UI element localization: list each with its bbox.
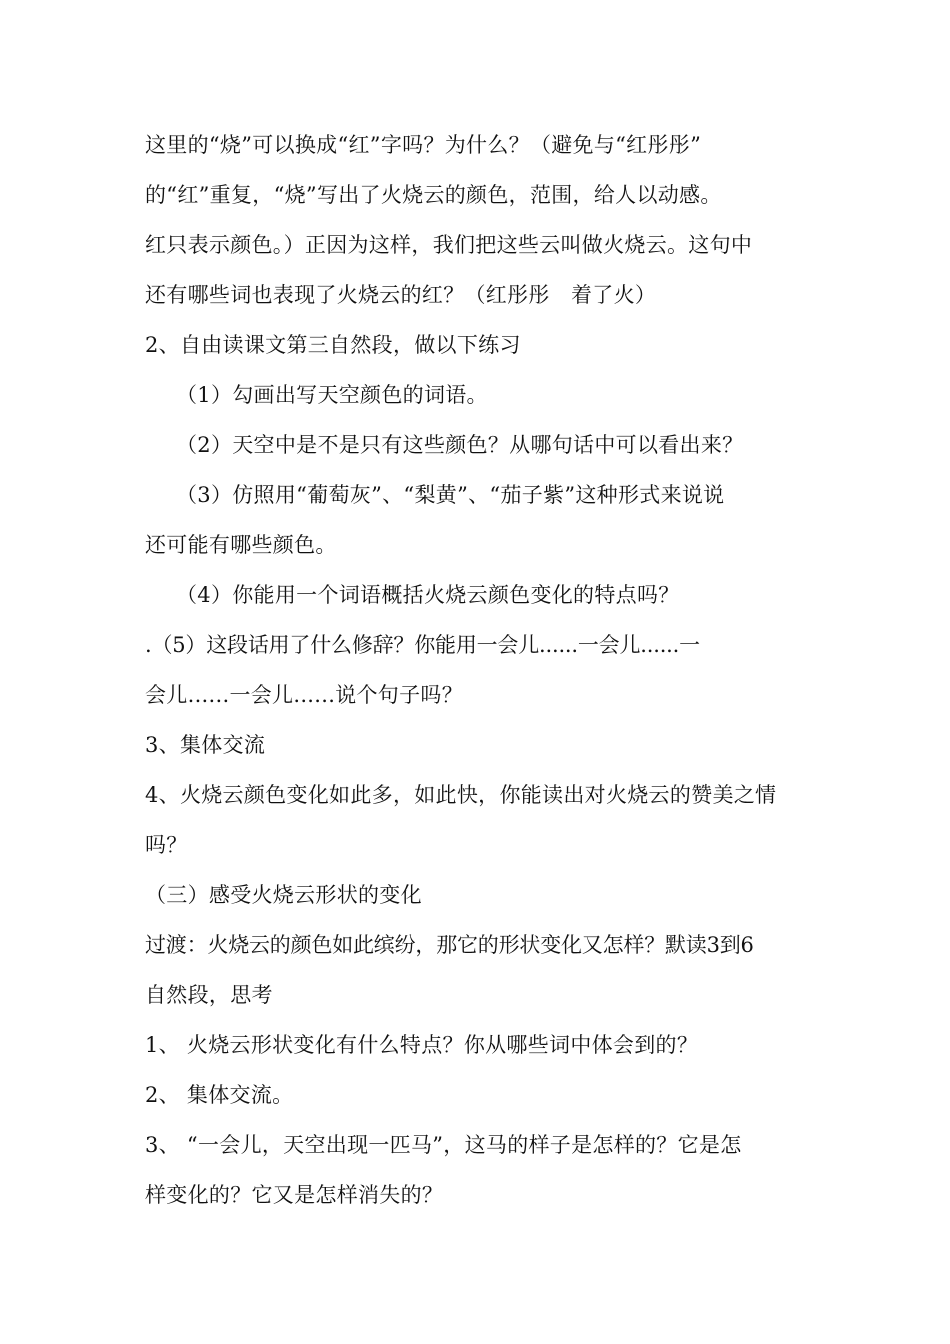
section-heading: （三）感受火烧云形状的变化 — [145, 883, 422, 907]
list-item: 3、 “一会儿，天空出现一匹马”，这马的样子是怎样的？它是怎 — [145, 1133, 742, 1157]
list-item-heading: 2、自由读课文第三自然段，做以下练习 — [145, 333, 521, 357]
exercise-item: （2）天空中是不是只有这些颜色？从哪句话中可以看出来？ — [176, 433, 744, 457]
list-item-heading: 4、火烧云颜色变化如此多，如此快，你能读出对火烧云的赞美之情 — [145, 783, 777, 807]
exercise-item: （3）仿照用“葡萄灰”、“梨黄”、“茄子紫”这种形式来说说 — [176, 483, 725, 507]
document-body — [145, 130, 810, 1230]
text-line: 过渡：火烧云的颜色如此缤纷，那它的形状变化又怎样？默读3到6 — [145, 933, 754, 957]
text-line: 的“红”重复，“烧”写出了火烧云的颜色，范围，给人以动感。 — [145, 183, 722, 207]
list-item: 2、 集体交流。 — [145, 1083, 294, 1107]
exercise-item: .（5）这段话用了什么修辞？你能用一会儿......一会儿......一 — [145, 633, 700, 657]
text-line: 这里的“烧”可以换成“红”字吗？为什么？（避免与“红彤彤” — [145, 133, 702, 157]
text-line: 自然段，思考 — [145, 983, 273, 1007]
exercise-item: （1）勾画出写天空颜色的词语。 — [176, 383, 488, 407]
text-line: 吗？ — [145, 833, 188, 857]
text-line: 还有哪些词也表现了火烧云的红？（红彤彤 着了火） — [145, 283, 657, 307]
text-line: 还可能有哪些颜色。 — [145, 533, 337, 557]
exercise-item: （4）你能用一个词语概括火烧云颜色变化的特点吗？ — [176, 583, 680, 607]
list-item: 1、 火烧云形状变化有什么特点？你从哪些词中体会到的？ — [145, 1033, 699, 1057]
text-line: 红只表示颜色。）正因为这样，我们把这些云叫做火烧云。这句中 — [145, 233, 753, 257]
text-line: 会儿......一会儿......说个句子吗？ — [145, 683, 464, 707]
text-line: 样变化的？它又是怎样消失的？ — [145, 1183, 444, 1207]
list-item-heading: 3、集体交流 — [145, 733, 266, 757]
